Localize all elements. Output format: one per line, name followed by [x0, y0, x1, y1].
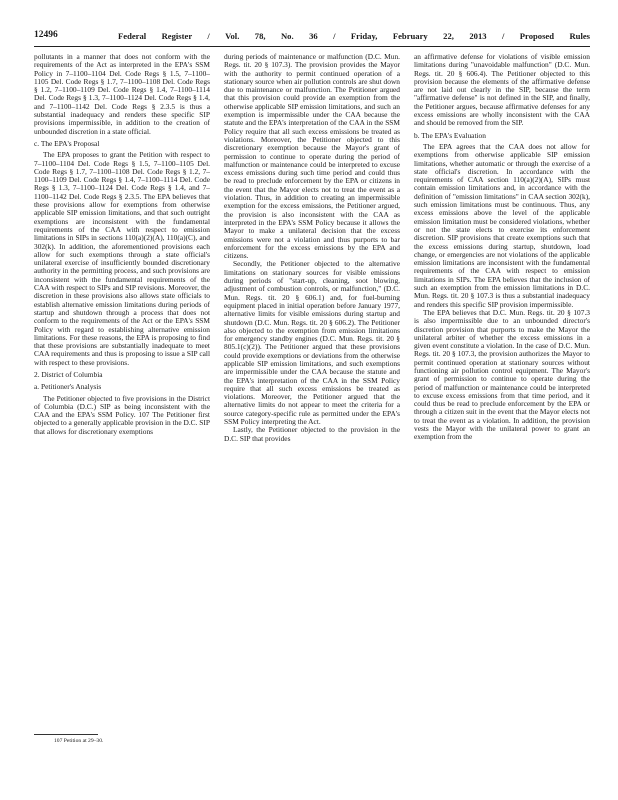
- section-heading: b. The EPA's Evaluation: [414, 130, 486, 140]
- paragraph: pollutants in a manner that does not conform with the requirements of the Act as interpreted in the EPA's SSM Policy in 7–1100–1104 Del. Code Regs § 1.5, 7–1100–1105 Del. Code Regs § 1.7, 7–1100–1108 Del. Code Regs § 1.2, 7–1100–1109 Del. Code Regs § 1.4, 7–1100–1114 Del. Code Regs § 1.3, 7–1100–1124 Del. Code Regs § 1.4, and 7–1100–1142 Del. Code Regs § 2.3.5 is thus a substantial inadequacy and renders these specific SIP provisions impermissible, in addition to the creation of unbounded discretion in a state official.: [34, 52, 210, 136]
- paragraph: The EPA proposes to grant the Petition with respect to 7–1100–1104 Del. Code Regs § 1.5, 7–1100–1105 Del. Code Regs § 1.7, 7–1100–1108 Del. Code Regs § 1.2, 7–1100–1109 Del. Code Regs § 1.4, 7–1100–1114 Del. Code Regs § 1.3, 7–1100–1124 Del. Code Regs § 1.4, and 7–1100–1142 Del. Code Regs § 2.3.5. The EPA believes that these provisions allow for exemptions from otherwise applicable SIP emission limitations, and that such outright exemptions are inconsistent with the fundamental requirements of the CAA with respect to emission limitations in SIPs in sections 110(a)(2)(A), 110(a)(C), and 302(k). In addition, the aforementioned provisions each allow for such exemptions through a state official's unilateral exercise of insufficiently bounded discretionary authority in the permitting process, and such provisions are inconsistent with the fundamental requirements of the CAA with respect to SIPs and SIP revisions. Moreover, the discretion in these provisions also allows state officials to establish alternative emission limitations during periods of startup and shutdown through a process that does not conform to the requirements of the Act or the EPA's SSM Policy with regard to establishing alternative emission limitations. For these reasons, the EPA is proposing to find that these provisions are substantially inadequate to meet CAA requirements and thus is proposing to issue a SIP call with respect to these provisions.: [34, 150, 210, 367]
- text-column-3: [414, 53, 590, 442]
- text-column-2: [224, 53, 400, 443]
- page-number: 12496: [34, 30, 58, 40]
- running-header: [34, 30, 590, 44]
- footnote-rule: [34, 734, 98, 735]
- paragraph: The EPA agrees that the CAA does not allow for exemptions from otherwise applicable SIP emission limitations, whether automatic or through the exercise of a state official's discretion. In accordance with the requirements of CAA section 110(a)(2)(A), SIPs must contain emission limitations and, in accordance with the definition of "emission limitations" in CAA section 302(k), such emission limitations must be continuous. Thus, any excess emissions above the level of the applicable emission limitation must be considered violations, whether or not the state elects to exercise its enforcement discretion. SIP provisions that create exemptions such that the excess emissions during startup, shutdown, load change, or emergencies are not violations of the applicable emission limitations are inconsistent with the fundamental requirements of the CAA with respect to emission limitations in SIPs. The EPA believes that the inclusion of such an exemption from the emission limitations in D.C. Mun. Regs. tit. 20 § 107.3 is thus a substantial inadequacy and renders this specific SIP provision impermissible.: [414, 141, 590, 309]
- running-head: Federal Register / Vol. 78, No. 36 / Friday, February 22, 2013 / Proposed Rules: [118, 31, 590, 41]
- text-column-1: [34, 53, 210, 436]
- paragraph: during periods of maintenance or malfunction (D.C. Mun. Regs. tit. 20 § 107.3). The provision provides the Mayor with the authority to permit continued operation of a stationary source when air pollution controls are shut down due to maintenance or malfunction. The Petitioner argued that this provision could provide an exemption from the otherwise applicable SIP emission limitations, and such an exemption is impermissible under the CAA because the statute and the EPA's interpretation of the CAA in the SSM Policy require that all such excess emissions be treated as violations. Moreover, the Petitioner objected to this discretionary exemption because the Mayor's grant of permission to continue to operate during the period of malfunction or maintenance could be interpreted to excuse excess emissions during such time period and could thus be read to preclude enforcement by the EPA or citizens in the event that the Mayor elects not to treat the event as a violation. Thus, in addition to creating an impermissible exemption for the excess emissions, the Petitioner argued, the provision is also inconsistent with the CAA as interpreted in the EPA's SSM Policy because it allows the Mayor to make a unilateral decision that the excess emissions were not a violation and thus purports to bar enforcement for the excess emissions by the EPA and citizens.: [224, 52, 400, 261]
- paragraph: The Petitioner objected to five provisions in the District of Columbia (D.C.) SIP as being inconsistent with the CAA and the EPA's SSM Policy. 107 The Petitioner first objected to a generally applicable provision in the D.C. SIP that allows for discretionary exemptions: [34, 393, 210, 436]
- paragraph: an affirmative defense for violations of visible emission limitations during "unavoidable malfunction" (D.C. Mun. Regs. tit. 20 § 606.4). The Petitioner objected to this provision because the elements of the affirmative defense are not laid out clearly in the SIP, because the term "affirmative defense" is not defined in the SIP, and finally, the Petitioner argues, because affirmative defenses for any excess emissions are wholly inconsistent with the CAA and should be removed from the SIP.: [414, 52, 590, 128]
- paragraph: Secondly, the Petitioner objected to the alternative limitations on stationary sources for visible emissions during periods of "start-up, cleaning, soot blowing, adjustment of combustion controls, or malfunction," (D.C. Mun. Regs. tit. 20 § 606.1) and, for fuel-burning equipment placed in initial operation before January 1977, alternative limits for visible emissions during startup and shutdown (D.C. Mun. Regs. tit. 20 § 606.2). The Petitioner also objected to the exemption from emission limitations for emergency standby engines (D.C. Mun. Regs. tit. 20 § 805.1(c)(2)). The Petitioner argued that these provisions could provide exemptions or deviations from the otherwise applicable SIP emission limitations, and such exemptions are impermissible under the CAA because the statute and the EPA's interpretation of the CAA in the SSM Policy require that all such excess emissions be treated as violations. Moreover, the Petitioner argued that the alternative limits do not appear to meet the criteria for a source category-specific rule as permitted under the EPA's SSM Policy interpreting the Act.: [224, 259, 400, 427]
- paragraph: Lastly, the Petitioner objected to the provision in the D.C. SIP that provides: [224, 425, 400, 443]
- paragraph: The EPA believes that D.C. Mun. Regs. tit. 20 § 107.3 is also impermissible due to an unbounded director's discretion provision that purports to make the Mayor the unilateral arbiter of whether the excess emissions in a given event constitute a violation. In the case of D.C. Mun. Regs. tit. 20 § 107.3, the provision authorizes the Mayor to permit continued operation at stationary sources without functioning air pollution control equipment. The Mayor's grant of permission to continue to operate during the period of malfunction or maintenance could be interpreted to excuse excess emissions from that time period, and it could thus be read to preclude enforcement by the EPA or through a citizen suit in the event that the Mayor elects not to treat the event as a violation. In addition, the provision vests the Mayor with the unilateral power to grant an exemption from the: [414, 307, 590, 442]
- section-heading: a. Petitioner's Analysis: [34, 382, 102, 392]
- footnote: 107 Petition at 29–30.: [54, 738, 104, 744]
- header-rule: [34, 46, 590, 47]
- section-heading: c. The EPA's Proposal: [34, 138, 100, 148]
- section-heading: 2. District of Columbia: [34, 369, 103, 379]
